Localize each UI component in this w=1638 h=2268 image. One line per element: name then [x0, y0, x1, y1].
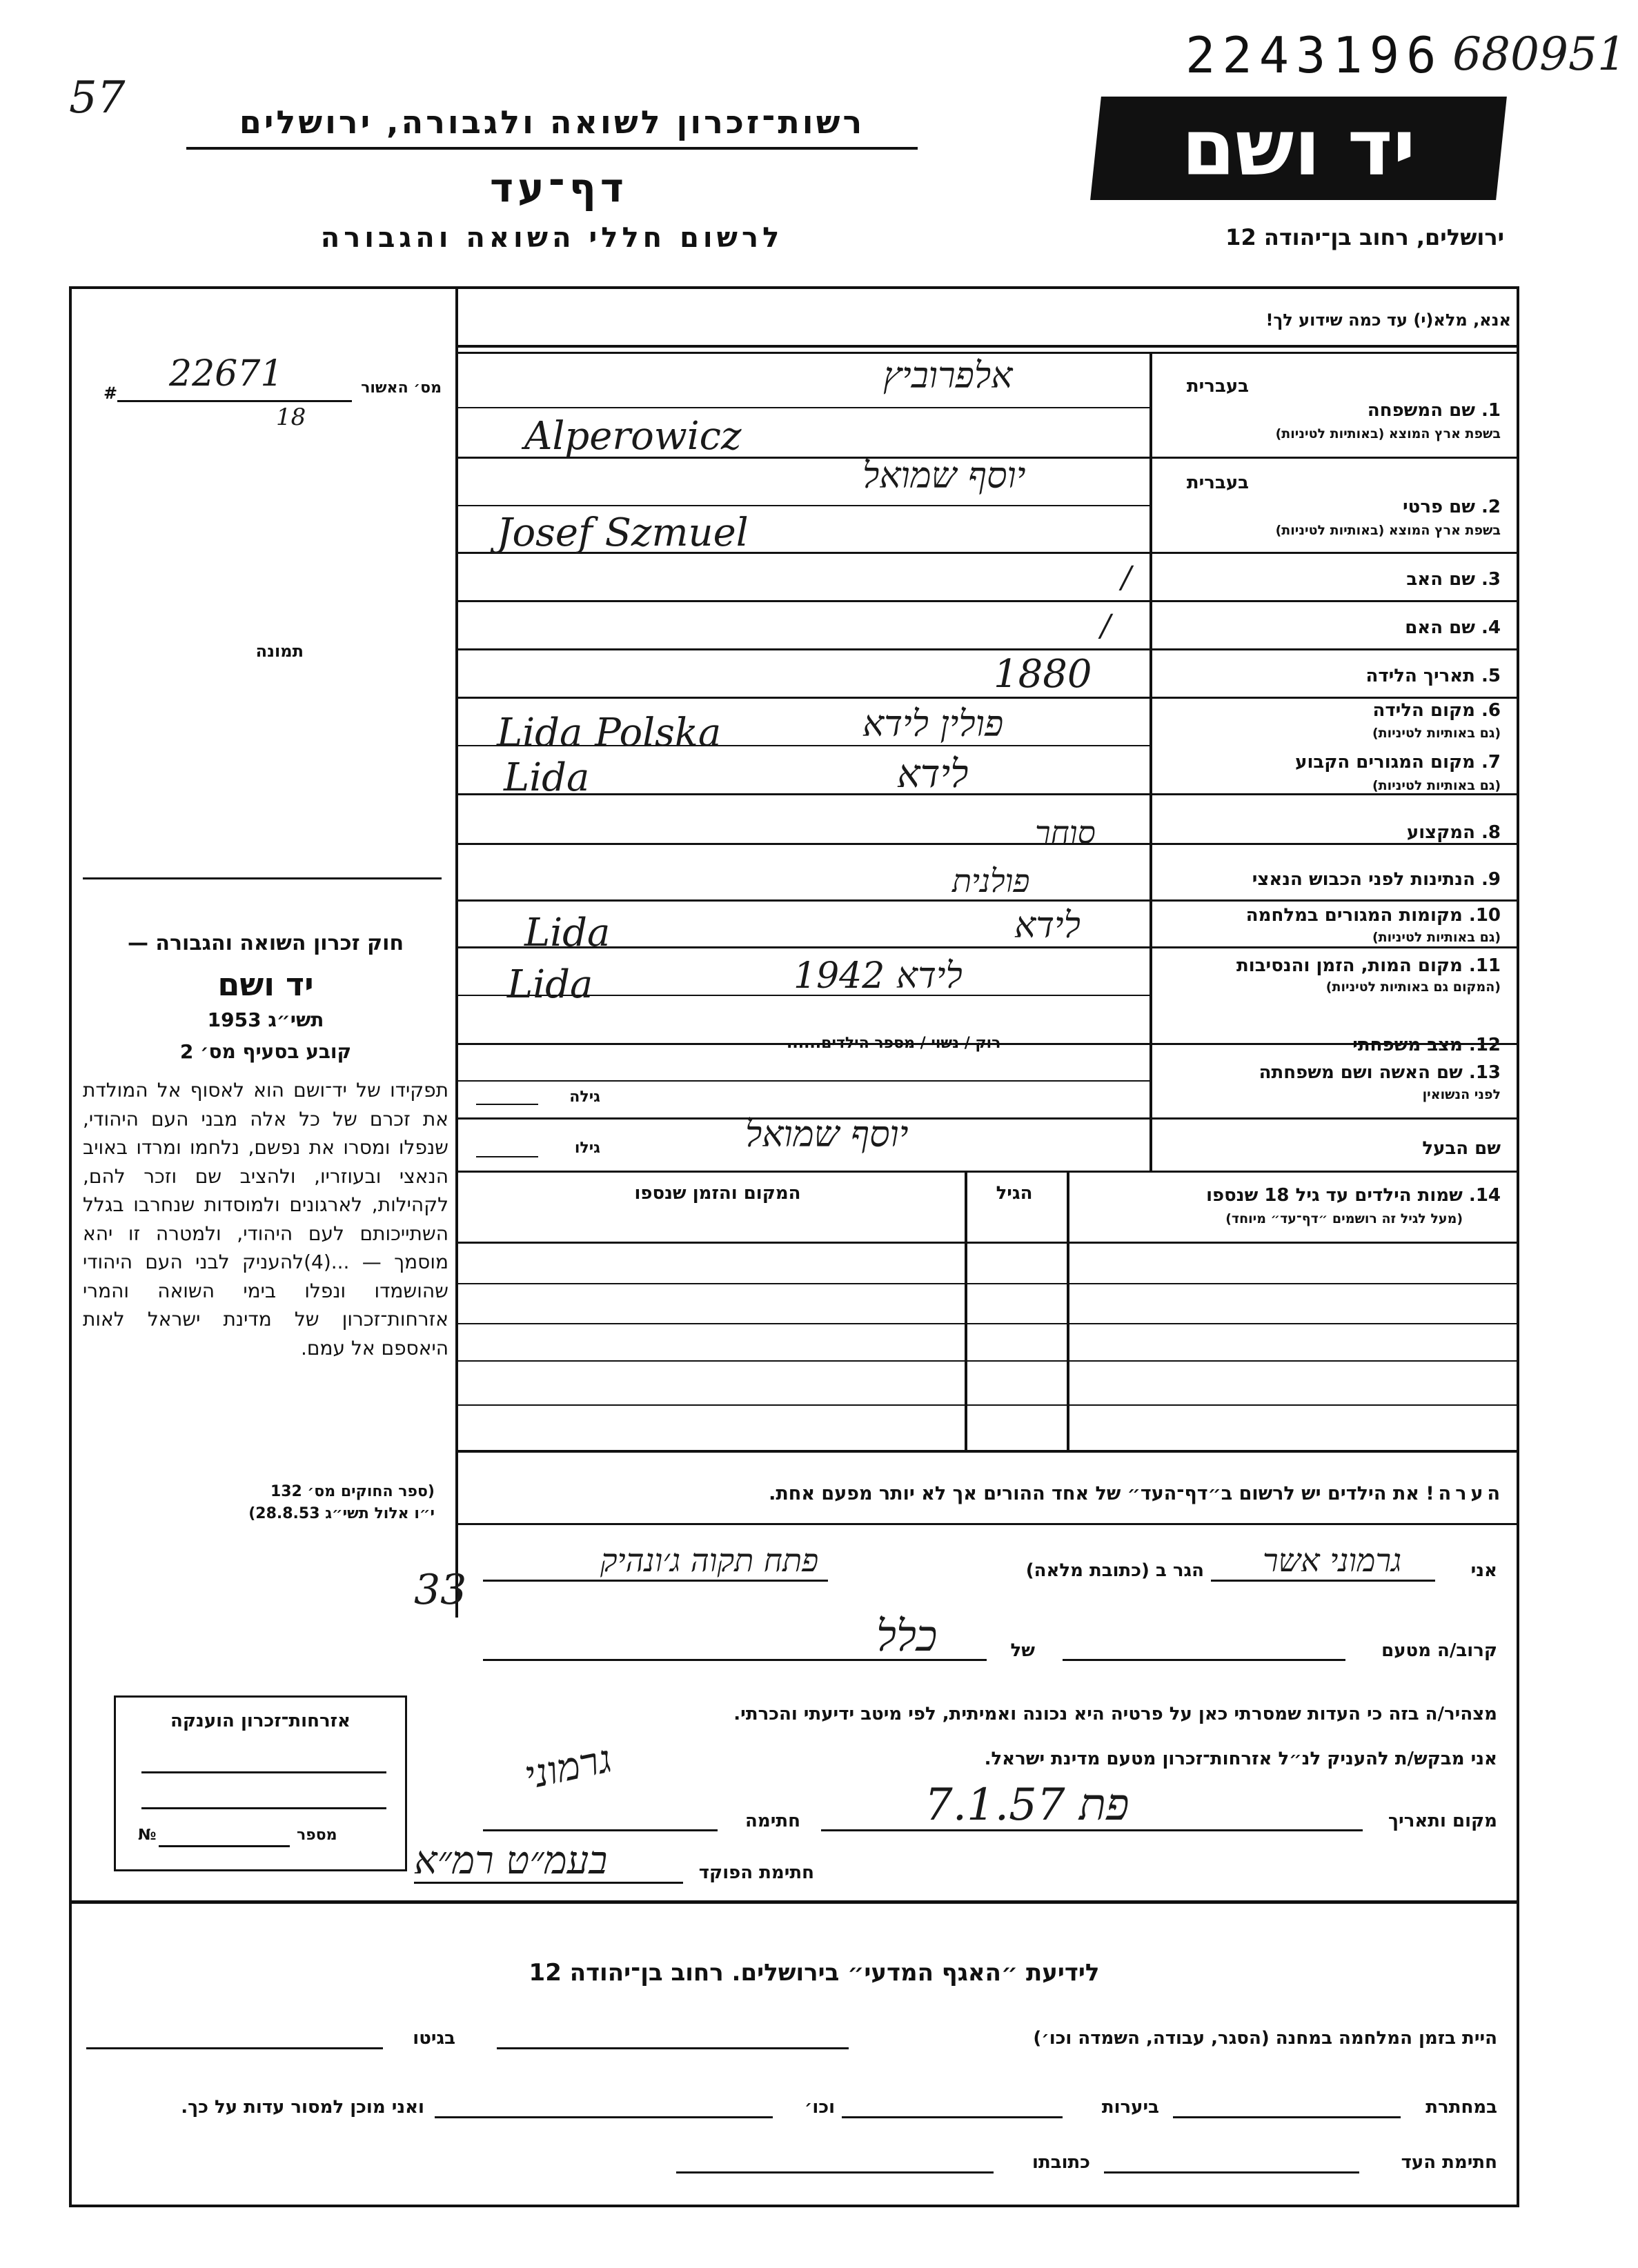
law-year-hebrew: תשי״ג [268, 1008, 324, 1031]
field-13-label: 13. שם האשה ושם משפחתה [1259, 1062, 1501, 1083]
declarant-resides-label: הגר ב (כתובת מלאה) [1025, 1560, 1204, 1581]
field-11-value-latin: Lida [507, 962, 593, 1007]
bottom-line-2-etc: וכו׳ [804, 2097, 835, 2118]
bottom-title: לידיעת ״האגף המדעי״ בירושלים. רחוב בן־יהודה 12 [529, 1959, 1100, 1987]
citizenship-box-number-label: מספר [297, 1827, 337, 1844]
children-label: 14. שמות הילדים עד גיל 18 שנספו [1206, 1185, 1501, 1206]
field-1-hebrew-tag: בעברית [1186, 376, 1249, 397]
citizenship-box-title: אזרחות־זכרון הוענקה [170, 1711, 351, 1731]
law-clause: קובע בסעיף מס׳ 2 [179, 1040, 352, 1063]
children-sub: (מעל לגיל זה רושמים ״דף־עד״ מיוחד) [1225, 1211, 1463, 1226]
bottom-line-1-ghetto: בגיטו [413, 2028, 455, 2049]
serial-number: 2243196 [1185, 26, 1443, 84]
form-subtitle: לרשום חללי השואה והגבורה [320, 222, 784, 254]
signature-label: חתימה [745, 1811, 800, 1831]
field-9-value: פולנית [952, 862, 1030, 899]
field-6-label: 6. מקום הלידה [1372, 700, 1501, 721]
note [469, 1483, 1504, 1504]
field-11-value-hebrew: לידא 1942 [793, 955, 963, 997]
law-year: 1953 [207, 1008, 262, 1031]
note-text: את הילדים יש לרשום ב״דף־העד״ של אחד ההורים אך לא יותר מפעם אחת. [769, 1483, 1419, 1504]
approval-label: מס׳ האשור [361, 379, 442, 397]
declarant-i-label: אני [1470, 1560, 1497, 1581]
field-4-label: 4. שם האם [1405, 617, 1501, 638]
institution-line: רשות־זכרון לשואה ולגבורה, ירושלים [239, 103, 865, 141]
field-10-label: 10. מקומות המגורים במלחמה [1245, 905, 1501, 926]
gazette-line-1: (ספר החוקים מס׳ 132 [270, 1483, 435, 1500]
field-9-label: 9. הנתינות לפני הכבוש הנאצי [1252, 869, 1501, 890]
declarant-name: גרמוני אשר [1263, 1542, 1402, 1579]
field-12-label: 12. מצב משפחתי [1352, 1035, 1501, 1055]
bottom-line-2-underground: במחתרת [1425, 2097, 1497, 2118]
yad-vashem-logo [1090, 97, 1507, 200]
approval-sub: 18 [276, 404, 306, 431]
law-name: יד ושם [217, 966, 314, 1003]
field-3-value: / [1121, 560, 1132, 595]
field-7-sub: (גם באותיות לטיניות) [1372, 778, 1501, 793]
field-7-value-latin: Lida [504, 755, 590, 800]
relation-label: קרוב/ה מטעם [1381, 1640, 1497, 1661]
bottom-line-2-forests: ביערות [1101, 2097, 1159, 2118]
corner-number: 57 [69, 72, 126, 123]
approval-value: 22671 [169, 353, 284, 395]
instruction-text: אנא, מלא(י) עד כמה שידוע לך! [1265, 310, 1511, 330]
relation-of-label: של [1010, 1640, 1035, 1661]
field-1-label: 1. שם המשפחה [1367, 400, 1501, 421]
officer-signature-value: בעמ״ט רמ״א [414, 1838, 608, 1883]
field-3-label: 3. שם האב [1406, 569, 1501, 590]
field-7-value-hebrew: לידא [897, 752, 969, 797]
law-text: תפקידו של יד־ושם הוא לאסוף אל המולדת את זכרם של כל אלה מבני העם היהודי, שנפלו ומסרו את נפשם, נלחמו ומרדו באויב הנאצי ובעוזריו, ולהציב שם וזכר להם, לקהילות, לארגונים ולמוסדות שנחרבו בגלל השתייכותם לעם היהודי, ולמטרה זו יהא מוסמך — ...(4)להעניק לבני העם היהודי שהושמדו ונפלו בימי השואה והמרי אזרחות־זכרון של מדינת ישראל לאות היאספם אל עמם. [83, 1079, 448, 1360]
field-13-sub: לפני הנשואין [1422, 1087, 1501, 1102]
husband-age-label: גילו [574, 1140, 600, 1157]
field-4-value: / [1101, 608, 1111, 644]
field-11-label: 11. מקום המות, הזמן והנסיבות [1236, 955, 1501, 976]
wife-age-label: גילה [569, 1088, 600, 1106]
declarant-address-number: 33 [414, 1566, 467, 1614]
bottom-line-1-camp: היית בזמן המלחמה במחנה (הסגר, עבודה, השמדה וכו׳) [1033, 2028, 1497, 2049]
logo-text: יד ושם [1181, 103, 1416, 193]
field-12-value: רוק / נשוי / מספר הילדים...... [787, 1035, 1001, 1052]
officer-signature-label: חתימת הפוקד [698, 1862, 814, 1883]
field-1-value-latin: Alperowicz [524, 414, 742, 459]
note-lead: הערה! [1425, 1483, 1504, 1504]
bottom-line-2-testimony: ואני מוכן למסור עדות על כך. [181, 2097, 424, 2118]
field-6-value-hebrew: פולין לידא [862, 704, 1004, 745]
address: ירושלים, רחוב בן־יהודה 12 [1225, 224, 1504, 250]
declarant-address: פתח תקוה ג׳ונהיק [600, 1542, 819, 1579]
field-8-label: 8. המקצוע [1406, 822, 1501, 843]
bottom-line-3-address: כתובתו [1032, 2152, 1090, 2173]
law-title: חוק זכרון השואה והגבורה — [127, 931, 404, 955]
request-text: אני מבקש/ת להעניק לנ״ל אזרחות־זכרון מטעם מדינת ישראל. [984, 1749, 1497, 1769]
handwritten-number: 680951 [1452, 28, 1626, 81]
field-10-value-latin: Lida [524, 911, 611, 955]
field-1-sub: בשפת ארץ המוצא (באותיות לטיניות) [1275, 426, 1501, 441]
field-2-label: 2. שם פרטי [1403, 497, 1501, 517]
field-11-sub: (המקום גם באותיות לטיניות) [1325, 979, 1501, 995]
field-2-value-latin: Josef Szmuel [497, 510, 749, 555]
place-date-label: מקום ותאריך [1388, 1811, 1497, 1831]
children-col-place: המקום והזמן שנספו [634, 1183, 801, 1204]
field-10-value-hebrew: לידא [1014, 905, 1081, 946]
children-col-age: הגיל [996, 1183, 1033, 1204]
place-date-value: פת 7.1.57 [925, 1780, 1129, 1831]
field-5-value: 1880 [994, 652, 1092, 697]
photo-label: תמונה [255, 641, 304, 661]
field-7-label: 7. מקום המגורים הקבוע [1295, 752, 1501, 773]
relation-value: כלל [876, 1611, 938, 1661]
field-10-sub: (גם באותיות לטיניות) [1372, 930, 1501, 945]
form-title: דף־עד [489, 164, 629, 211]
field-5-label: 5. תאריך הלידה [1365, 666, 1501, 686]
bottom-line-3-witness-signature: חתימת העד [1401, 2152, 1497, 2173]
field-1-value-hebrew: אלפרוביץ [883, 355, 1013, 397]
declaration-text: מצהיר/ה בזה כי העדות שמסרתי כאן על פרטיה היא נכונה ואמיתית, לפי מיטב ידיעתי והכרתי. [733, 1704, 1497, 1724]
husband-label: שם הבעל [1422, 1138, 1501, 1159]
field-2-sub: בשפת ארץ המוצא (באותיות לטיניות) [1275, 523, 1501, 538]
citizenship-box-number-sign: № [138, 1827, 157, 1844]
field-6-value-latin: Lida Polska [497, 710, 722, 755]
field-2-value-hebrew: יוסף שמואל [862, 455, 1026, 497]
signature-value: גרמוני [520, 1736, 615, 1799]
field-6-sub: (גם באותיות לטיניות) [1372, 726, 1501, 741]
field-2-hebrew-tag: בעברית [1186, 472, 1249, 493]
husband-value: יוסף שמואל [745, 1114, 909, 1155]
field-8-value: סוחר [1035, 814, 1096, 851]
gazette-line-2: י״ו אלול תשי״ג 28.8.53) [248, 1505, 435, 1522]
